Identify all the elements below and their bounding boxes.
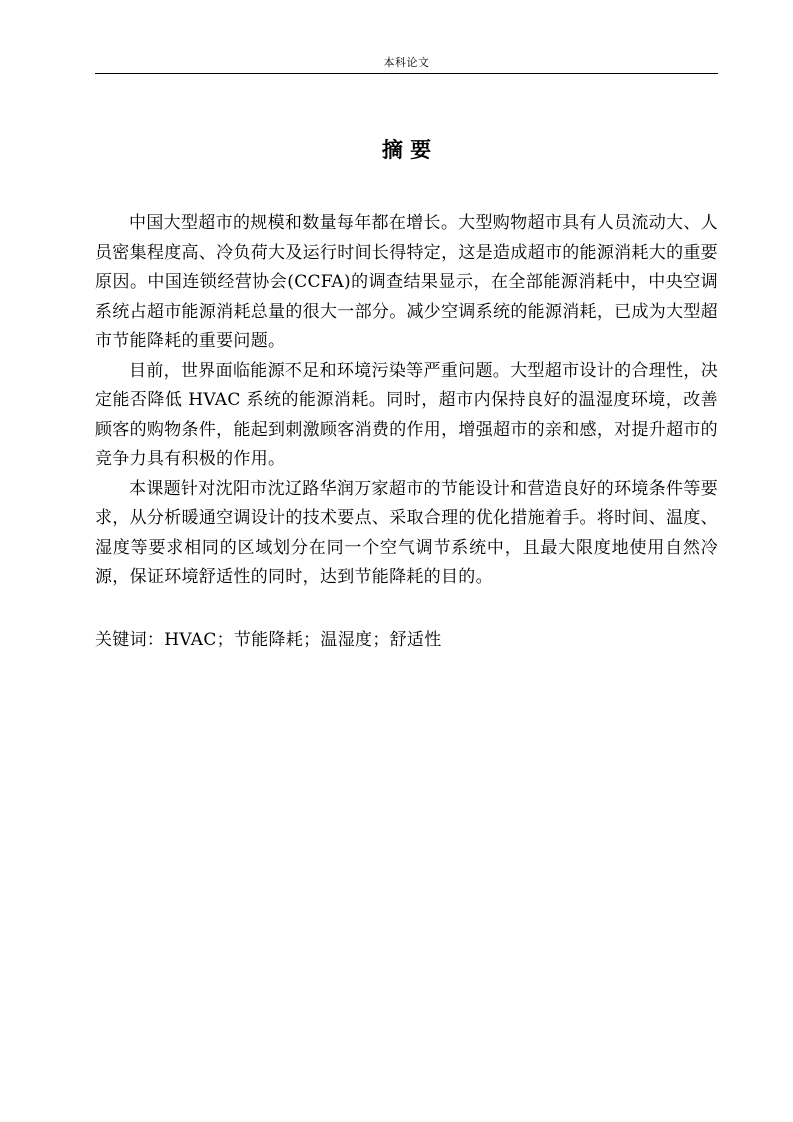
abstract-paragraph-2: 目前，世界面临能源不足和环境污染等严重问题。大型超市设计的合理性，决定能否降低 HVAC 系统的能源消耗。同时，超市内保持良好的温湿度环境，改善顾客的购物条件，能起到刺激顾客消费的作用，增强超市的亲和感，对提升超市的竞争力具有积极的作用。: [95, 360, 718, 469]
keywords-line: 关键词：HVAC；节能降耗；温湿度；舒适性: [95, 630, 442, 650]
abstract-body: [95, 209, 718, 593]
running-header: 本科论文: [383, 56, 430, 69]
header-rule: [95, 73, 718, 74]
abstract-paragraph-3: 本课题针对沈阳市沈辽路华润万家超市的节能设计和营造良好的环境条件等要求，从分析暖通空调设计的技术要点、采取合理的优化措施着手。将时间、温度、湿度等要求相同的区域划分在同一个空气调节系统中，且最大限度地使用自然冷源，保证环境舒适性的同时，达到节能降耗的目的。: [95, 478, 718, 587]
abstract-title: 摘 要: [381, 137, 432, 162]
abstract-paragraph-1: 中国大型超市的规模和数量每年都在增长。大型购物超市具有人员流动大、人员密集程度高、冷负荷大及运行时间长得特定，这是造成超市的能源消耗大的重要原因。中国连锁经营协会(CCFA)的调查结果显示，在全部能源消耗中，中央空调系统占超市能源消耗总量的很大一部分。减少空调系统的能源消耗，已成为大型超市节能降耗的重要问题。: [95, 213, 718, 351]
